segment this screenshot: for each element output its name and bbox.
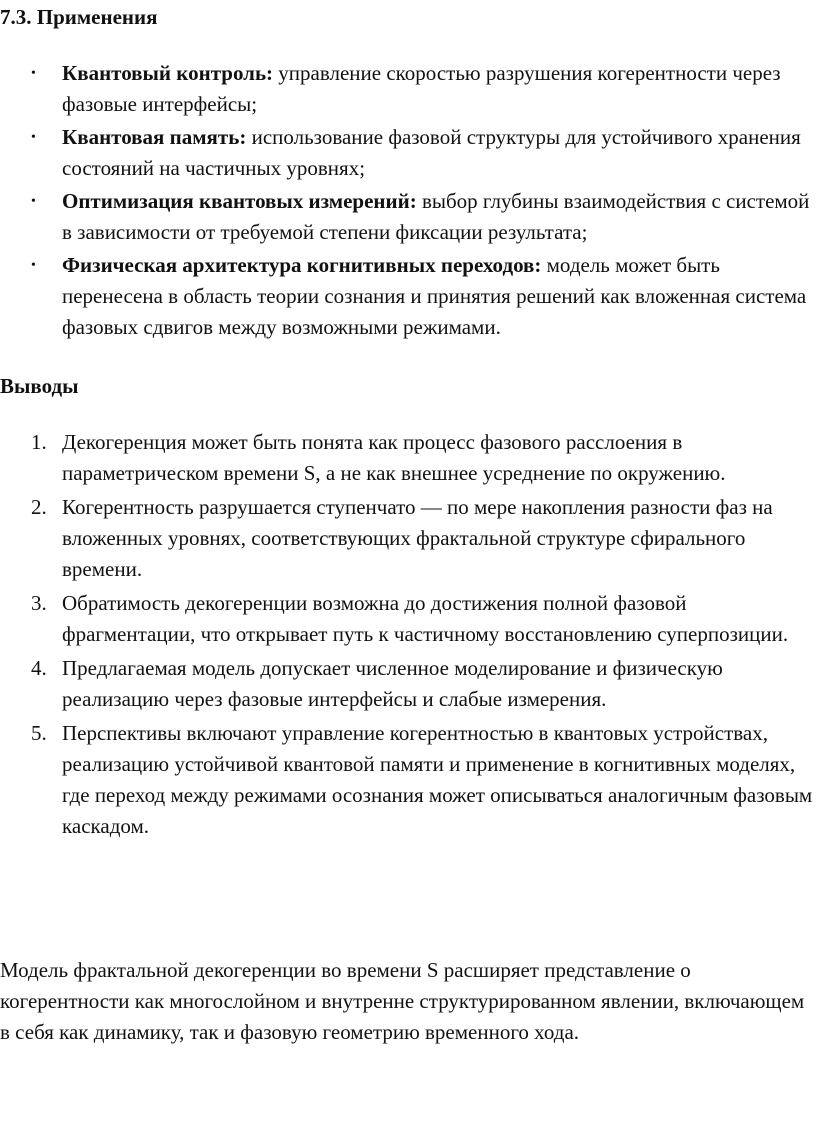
list-item bbox=[0, 186, 816, 248]
item-text: Обратимость декогеренции возможна до достижения полной фазовой фрагментации, что открывает путь к частичному восстановлению суперпозиции. bbox=[62, 591, 789, 646]
item-number: 1. bbox=[31, 430, 47, 454]
item-term: Оптимизация квантовых измерений: bbox=[62, 189, 417, 213]
list-item bbox=[0, 588, 816, 650]
bullet-icon: • bbox=[31, 130, 36, 145]
item-term: Физическая архитектура когнитивных переходов: bbox=[62, 253, 542, 277]
list-item bbox=[0, 653, 816, 715]
item-number: 4. bbox=[31, 656, 47, 680]
item-text: Перспективы включают управление когерентностью в квантовых устройствах, реализацию устойчивой квантовой памяти и применение в когнитивных моделях, где переход между режимами осознания может описываться аналогичным фазовым каскадом. bbox=[62, 721, 813, 838]
bullet-icon: • bbox=[31, 258, 36, 273]
applications-list bbox=[0, 58, 816, 345]
item-term: Квантовая память: bbox=[62, 125, 247, 149]
list-item bbox=[0, 122, 816, 184]
item-number: 2. bbox=[31, 495, 47, 519]
bullet-icon: • bbox=[31, 66, 36, 81]
item-text: Предлагаемая модель допускает численное моделирование и физическую реализацию через фазовые интерфейсы и слабые измерения. bbox=[62, 656, 723, 711]
item-text: Когерентность разрушается ступенчато — по мере накопления разности фаз на вложенных уровнях, соответствующих фрактальной структуре сфирального времени. bbox=[62, 495, 773, 581]
conclusions-list bbox=[0, 427, 816, 845]
closing-paragraph: Модель фрактальной декогеренции во времени S расширяет представление о когерентности как многослойном и внутренне структурированном явлении, включающем в себя как динамику, так и фазовую геометрию временного хода. bbox=[0, 958, 805, 1044]
section-heading-conclusions: Выводы bbox=[0, 374, 79, 398]
list-item bbox=[0, 250, 816, 343]
list-item bbox=[0, 58, 816, 120]
bullet-icon: • bbox=[31, 194, 36, 209]
item-term: Квантовый контроль: bbox=[62, 61, 274, 85]
list-item bbox=[0, 492, 816, 585]
item-number: 5. bbox=[31, 721, 47, 745]
item-text: Декогеренция может быть понята как процесс фазового расслоения в параметрическом времени S, а не как внешнее усреднение по окружению. bbox=[62, 430, 726, 485]
section-heading-applications: 7.3. Применения bbox=[0, 5, 158, 29]
item-number: 3. bbox=[31, 591, 47, 615]
item-text: модель может быть перенесена в область теории сознания и принятия решений как вложенная система фазовых сдвигов между возможными режимами. bbox=[62, 253, 807, 339]
item-text: выбор глубины взаимодействия с системой в зависимости от требуемой степени фиксации результата; bbox=[62, 189, 810, 244]
list-item bbox=[0, 718, 816, 842]
list-item bbox=[0, 427, 816, 489]
item-text: управление скоростью разрушения когерентности через фазовые интерфейсы; bbox=[62, 61, 781, 116]
item-text: использование фазовой структуры для устойчивого хранения состояний на частичных уровнях; bbox=[62, 125, 801, 180]
